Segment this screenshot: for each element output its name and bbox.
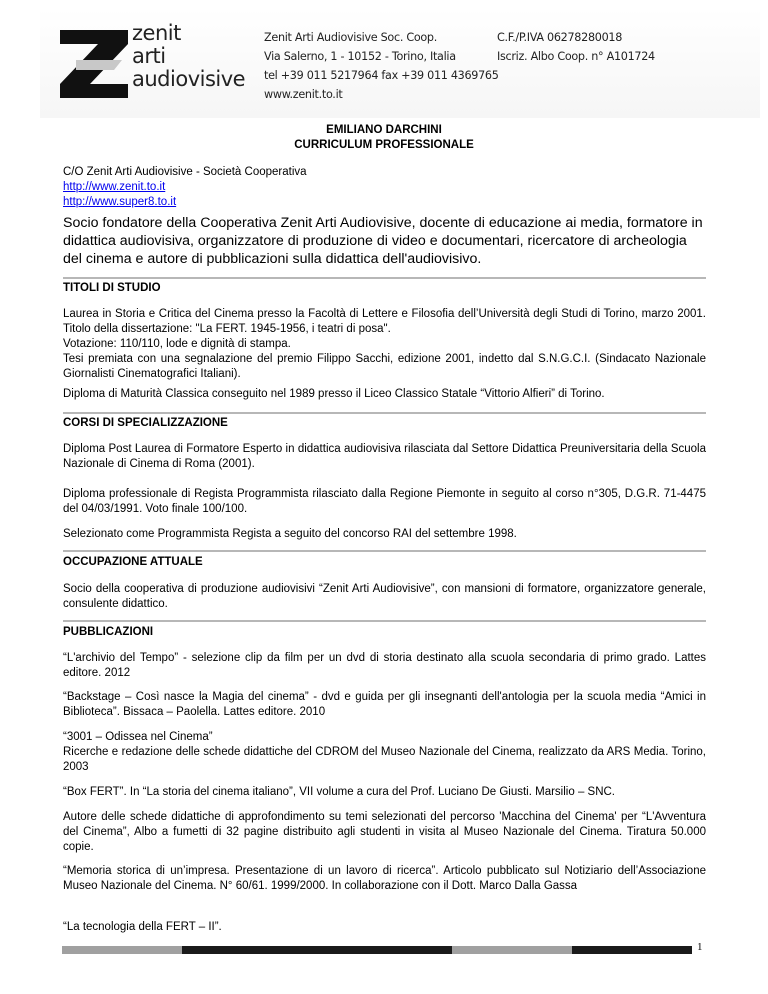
- brand-line: audiovisive: [132, 67, 246, 91]
- brand-line: zenit: [132, 21, 181, 45]
- company-line: Via Salerno, 1 - 10152 - Torino, Italia: [264, 50, 456, 63]
- corsi-paragraph: Diploma Post Laurea di Formatore Esperto in didattica audiovisiva rilasciata dal Settore Didattica Preuniversitaria della Scuola Nazionale di Cinema di Roma (2001).: [63, 443, 706, 470]
- studio-paragraph: Diploma di Maturità Classica conseguito nel 1989 presso il Liceo Classico Statale “Vittorio Alfieri” di Torino.: [63, 388, 605, 400]
- footer-bar-segment: [182, 946, 452, 954]
- footer-bar-segment: [572, 946, 692, 954]
- company-line: www.zenit.to.it: [264, 88, 343, 101]
- company-line: Zenit Arti Audiovisive Soc. Coop.: [264, 31, 437, 44]
- section-title-corsi: CORSI DI SPECIALIZZAZIONE: [63, 417, 228, 429]
- publication-item: [63, 730, 706, 775]
- fiscal-info: [497, 28, 655, 66]
- fiscal-line: C.F./P.IVA 06278280018: [497, 31, 623, 44]
- publication-item: “L'archivio del Tempo” - selezione clip da film per un dvd di storia destinato alla scuola secondaria di primo grado. Lattes editore. 2012: [63, 652, 706, 679]
- paragraph-line: Ricerche e redazione delle schede didattiche del CDROM del Museo Nazionale del Cinema, realizzato da ARS Media. Torino, 2003: [63, 746, 706, 773]
- section-divider: [63, 620, 706, 622]
- footer-bar-segment: [452, 946, 572, 954]
- footer-bar-segment: [62, 946, 182, 954]
- section-divider: [63, 550, 706, 552]
- intro-paragraph: Socio fondatore della Cooperativa Zenit Arti Audiovisive, docente di educazione ai media, formatore in didattica audiovisiva, organizzatore di produzione di video e documentari, ricercatore di archeologia del cinema e autore di pubblicazioni sulla didattica dell'audiovisivo.: [63, 215, 703, 267]
- publication-item: “Backstage – Così nasce la Magia del cinema” - dvd e guida per gli insegnanti dell'antologia per la scuola media “Amici in Biblioteca”. Bissaca – Paolella. Lattes editore. 2010: [63, 691, 706, 718]
- publication-item: “Box FERT”. In “La storia del cinema italiano”, VII volume a cura del Prof. Luciano De Giusti. Marsilio – SNC.: [63, 786, 616, 798]
- brand-line: arti: [132, 44, 166, 68]
- address-block: [63, 165, 706, 210]
- document-title: [0, 123, 768, 153]
- occupazione-paragraph: Socio della cooperativa di produzione audiovisivi “Zenit Arti Audiovisive”, con mansioni di formatore, organizzatore generale, consulente didattico.: [63, 583, 706, 610]
- paragraph-line: Tesi premiata con una segnalazione del premio Filippo Sacchi, edizione 2001, indetto dal S.N.G.C.I. (Sindacato Nazionale Giornalisti Cinematografici Italiani).: [63, 353, 706, 380]
- company-line: tel +39 011 5217964 fax +39 011 4369765: [264, 69, 499, 82]
- publication-item: Autore delle schede didattiche di approfondimento su temi selezionati del percorso 'Macchina del Cinema' per “L'Avventura del Cinema”, Albo a fumetti di 32 pagine distribuito agli studenti in visita al Museo Nazionale del Cinema. Tiratura 50.000 copie.: [63, 811, 706, 853]
- footer-bar: [62, 946, 692, 954]
- website-link[interactable]: http://www.zenit.to.it: [63, 181, 166, 193]
- section-title-occupazione: OCCUPAZIONE ATTUALE: [63, 556, 203, 568]
- publication-item: “Memoria storica di un’impresa. Presentazione di un lavoro di ricerca”. Articolo pubblicato sul Notiziario dell’Associazione Museo Nazionale del Cinema. N° 60/61. 1999/2000. In collaborazione con il Dott. Marco Dalla Gassa: [63, 865, 706, 892]
- paragraph-line: Votazione: 110/110, lode e dignità di stampa.: [63, 338, 291, 350]
- paragraph-line: “3001 – Odissea nel Cinema”: [63, 731, 213, 743]
- super8-link[interactable]: http://www.super8.to.it: [63, 196, 177, 208]
- company-info: [264, 28, 499, 104]
- publication-item: “La tecnologia della FERT – II”.: [63, 921, 222, 933]
- section-title-studio: TITOLI DI STUDIO: [63, 282, 161, 294]
- section-divider: [63, 277, 706, 279]
- studio-paragraph: [63, 307, 706, 382]
- section-title-pubblicazioni: PUBBLICAZIONI: [63, 626, 154, 638]
- document-subtitle: CURRICULUM PROFESSIONALE: [294, 139, 474, 151]
- corsi-paragraph: Diploma professionale di Regista Programmista rilasciato dalla Regione Piemonte in seguito al corso n°305, D.G.R. 71-4475 del 04/03/1991. Voto finale 100/100.: [63, 488, 706, 515]
- fiscal-line: Iscriz. Albo Coop. n° A101724: [497, 50, 655, 63]
- brand-name: [132, 22, 245, 91]
- section-divider: [63, 412, 706, 414]
- corsi-paragraph: Selezionato come Programmista Regista a seguito del concorso RAI del settembre 1998.: [63, 528, 517, 540]
- page-number: 1: [697, 941, 703, 953]
- paragraph-line: Laurea in Storia e Critica del Cinema presso la Facoltà di Lettere e Filosofia dell’Università degli Studi di Torino, marzo 2001. Titolo della dissertazione: "La FERT. 1945-1956, i teatri di posa".: [63, 308, 706, 335]
- address-org: C/O Zenit Arti Audiovisive - Società Cooperativa: [63, 166, 307, 178]
- person-name: EMILIANO DARCHINI: [326, 124, 442, 136]
